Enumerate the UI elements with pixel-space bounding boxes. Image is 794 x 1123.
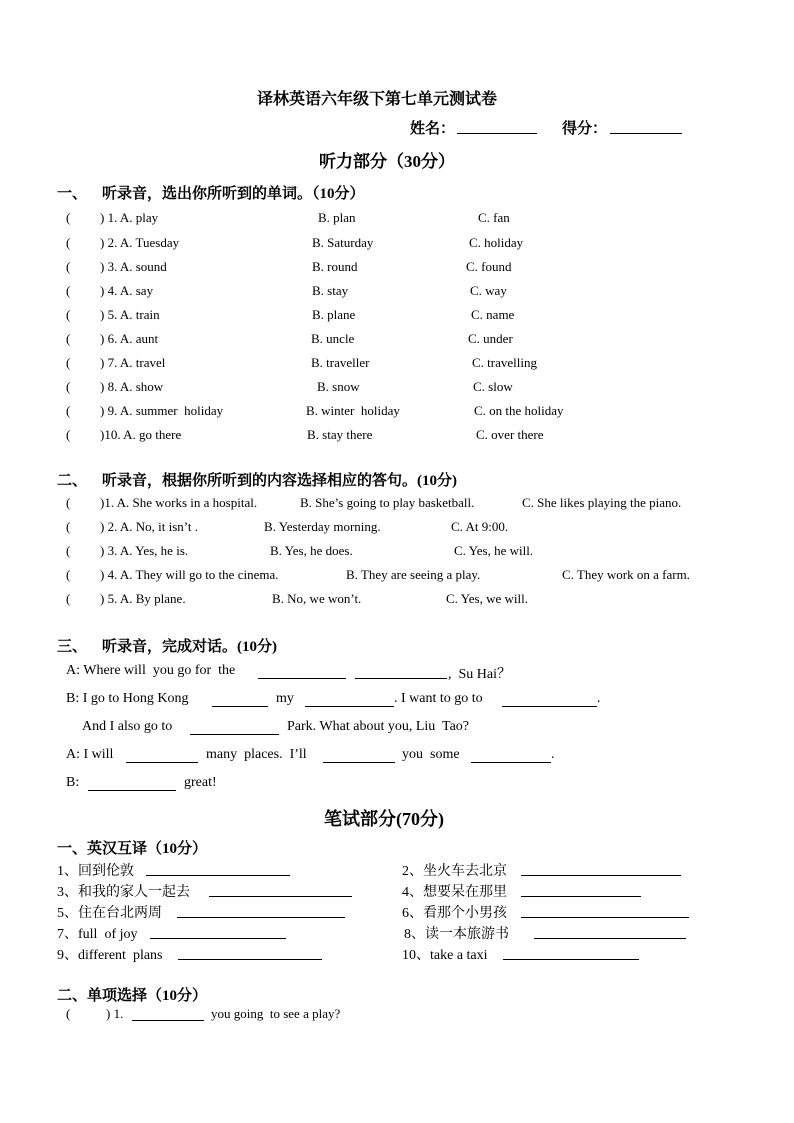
q-option-a: )1. A. She works in a hospital. bbox=[100, 495, 258, 510]
listening-heading: 听力部分（30分） bbox=[319, 152, 455, 171]
written-1-heading: 一、英汉互译（10分） bbox=[57, 841, 208, 857]
q-option-c: C. slow bbox=[473, 379, 513, 394]
q-option-a: ) 4. A. say bbox=[100, 283, 154, 298]
q-option-a: ) 6. A. aunt bbox=[100, 331, 159, 346]
q-option-c: C. under bbox=[468, 331, 513, 346]
answer-blank[interactable] bbox=[521, 884, 641, 897]
q-option-a: )10. A. go there bbox=[100, 427, 182, 442]
q-option-c: C. over there bbox=[476, 427, 544, 442]
answer-blank[interactable] bbox=[471, 750, 551, 763]
q-option-c: C. found bbox=[466, 259, 512, 274]
q-option-b: B. winter holiday bbox=[306, 403, 400, 418]
written-heading: 笔试部分(70分) bbox=[324, 809, 444, 829]
page-title: 译林英语六年级下第七单元测试卷 bbox=[257, 91, 498, 108]
answer-blank[interactable] bbox=[502, 694, 597, 707]
translation-item: 6、看那个小男孩 bbox=[402, 906, 507, 921]
q-option-a: ) 2. A. No, it isn’t . bbox=[100, 519, 198, 534]
q-option-b: B. plan bbox=[318, 210, 356, 225]
q-option-c: C. name bbox=[471, 307, 515, 322]
q-option-b: B. Yesterday morning. bbox=[264, 519, 381, 534]
q-option-a: ) 5. A. train bbox=[100, 307, 160, 322]
translation-item: 5、住在台北两周 bbox=[57, 906, 162, 921]
q-option-b: B. No, we won’t. bbox=[272, 591, 362, 606]
q-paren: ( bbox=[66, 235, 71, 250]
dialog-line-5-start: B: bbox=[66, 775, 80, 790]
q-paren: ( bbox=[66, 519, 71, 534]
name-label: 姓名： bbox=[410, 121, 456, 137]
q-option-c: C. At 9:00. bbox=[451, 519, 509, 534]
translation-item: 10、take a taxi bbox=[402, 948, 488, 963]
section-3-heading: 三、 听录音，完成对话。(10分) bbox=[57, 639, 277, 655]
choice-question-number: ) 1. bbox=[106, 1006, 124, 1021]
q-option-c: C. They work on a farm. bbox=[562, 567, 690, 582]
q-option-b: B. Saturday bbox=[312, 235, 374, 250]
dialog-line-4-mid: many places. I’ll bbox=[206, 747, 307, 762]
q-option-b: B. round bbox=[312, 259, 358, 274]
q-paren: ( bbox=[66, 591, 71, 606]
answer-blank[interactable] bbox=[126, 750, 198, 763]
dialog-line-5-end: great! bbox=[184, 775, 217, 790]
q-paren: ( bbox=[66, 379, 71, 394]
q-paren: ( bbox=[66, 307, 71, 322]
dialog-line-3-end: Park. What about you, Liu Tao? bbox=[287, 719, 470, 734]
dialog-line-1-start: A: Where will you go for the bbox=[66, 663, 236, 678]
q-option-c: C. Yes, he will. bbox=[454, 543, 534, 558]
answer-blank[interactable] bbox=[190, 722, 279, 735]
answer-blank[interactable] bbox=[212, 694, 268, 707]
translation-item: 3、和我的家人一起去 bbox=[57, 885, 190, 900]
q-paren: ( bbox=[66, 427, 71, 442]
q-paren: ( bbox=[66, 283, 71, 298]
answer-blank[interactable] bbox=[177, 905, 345, 918]
dialog-line-4-mid2: you some bbox=[402, 747, 460, 762]
translation-item: 4、想要呆在那里 bbox=[402, 885, 507, 900]
translation-item: 1、回到伦敦 bbox=[57, 864, 134, 879]
dialog-line-2-mid: my bbox=[276, 691, 294, 706]
q-option-a: ) 3. A. sound bbox=[100, 259, 167, 274]
q-paren: ( bbox=[66, 259, 71, 274]
q-paren: ( bbox=[66, 403, 71, 418]
answer-blank[interactable] bbox=[146, 863, 290, 876]
q-option-b: B. traveller bbox=[311, 355, 370, 370]
q-option-a: ) 7. A. travel bbox=[100, 355, 166, 370]
q-option-b: B. stay bbox=[312, 283, 349, 298]
dialog-line-3-start: And I also go to bbox=[82, 719, 173, 734]
translation-item: 2、坐火车去北京 bbox=[402, 864, 507, 879]
section-1-heading: 一、 听录音，选出你所听到的单词。（10分） bbox=[57, 186, 365, 202]
section-2-heading: 二、 听录音，根据你所听到的内容选择相应的答句。(10分) bbox=[57, 473, 457, 489]
answer-blank[interactable] bbox=[503, 947, 639, 960]
dialog-line-4-start: A: I will bbox=[66, 747, 114, 762]
written-2-heading: 二、单项选择（10分） bbox=[57, 988, 208, 1004]
q-paren: ( bbox=[66, 567, 71, 582]
answer-blank[interactable] bbox=[258, 666, 346, 679]
score-label: 得分： bbox=[562, 121, 608, 137]
answer-blank[interactable] bbox=[355, 666, 447, 679]
q-option-b: B. stay there bbox=[307, 427, 373, 442]
q-paren: ( bbox=[66, 331, 71, 346]
q-option-c: C. Yes, we will. bbox=[446, 591, 528, 606]
answer-blank[interactable] bbox=[150, 926, 286, 939]
q-option-c: C. She likes playing the piano. bbox=[522, 495, 682, 510]
answer-blank[interactable] bbox=[521, 905, 689, 918]
q-option-c: C. holiday bbox=[469, 235, 524, 250]
dialog-line-2-start: B: I go to Hong Kong bbox=[66, 691, 189, 706]
answer-blank[interactable] bbox=[88, 778, 176, 791]
answer-blank[interactable] bbox=[323, 750, 395, 763]
dialog-line-2-end: . bbox=[597, 691, 601, 706]
q-option-a: ) 1. A. play bbox=[100, 210, 159, 225]
q-option-c: C. way bbox=[470, 283, 507, 298]
answer-blank[interactable] bbox=[534, 926, 686, 939]
q-option-c: C. travelling bbox=[472, 355, 537, 370]
q-option-b: B. They are seeing a play. bbox=[346, 567, 481, 582]
q-option-a: ) 8. A. show bbox=[100, 379, 164, 394]
q-option-a: ) 3. A. Yes, he is. bbox=[100, 543, 189, 558]
score-field[interactable] bbox=[610, 121, 682, 134]
q-option-b: B. plane bbox=[312, 307, 356, 322]
answer-blank[interactable] bbox=[521, 863, 681, 876]
q-paren: ( bbox=[66, 495, 71, 510]
q-option-b: B. She’s going to play basketball. bbox=[300, 495, 475, 510]
q-option-b: B. Yes, he does. bbox=[270, 543, 353, 558]
q-option-a: ) 2. A. Tuesday bbox=[100, 235, 180, 250]
choice-question-text: you going to see a play? bbox=[211, 1006, 341, 1021]
q-option-c: C. fan bbox=[478, 210, 510, 225]
answer-blank[interactable] bbox=[132, 1008, 204, 1021]
name-field[interactable] bbox=[457, 121, 537, 134]
dialog-line-1-end: , Su Hai？ bbox=[448, 667, 511, 682]
dialog-line-4-end: . bbox=[551, 747, 555, 762]
q-option-c: C. on the holiday bbox=[474, 403, 564, 418]
answer-blank[interactable] bbox=[209, 884, 352, 897]
q-paren: ( bbox=[66, 543, 71, 558]
q-paren: ( bbox=[66, 355, 71, 370]
q-paren: ( bbox=[66, 210, 71, 225]
translation-item: 7、full of joy bbox=[57, 927, 138, 942]
answer-blank[interactable] bbox=[178, 947, 322, 960]
q-option-a: ) 9. A. summer holiday bbox=[100, 403, 224, 418]
translation-item: 9、different plans bbox=[57, 948, 163, 963]
q-option-a: ) 4. A. They will go to the cinema. bbox=[100, 567, 279, 582]
q-option-a: ) 5. A. By plane. bbox=[100, 591, 186, 606]
q-option-b: B. snow bbox=[317, 379, 360, 394]
q-option-b: B. uncle bbox=[311, 331, 355, 346]
translation-item: 8、读一本旅游书 bbox=[404, 927, 509, 942]
q-paren: ( bbox=[66, 1006, 71, 1021]
answer-blank[interactable] bbox=[305, 694, 394, 707]
dialog-line-2-mid2: . I want to go to bbox=[394, 691, 483, 706]
